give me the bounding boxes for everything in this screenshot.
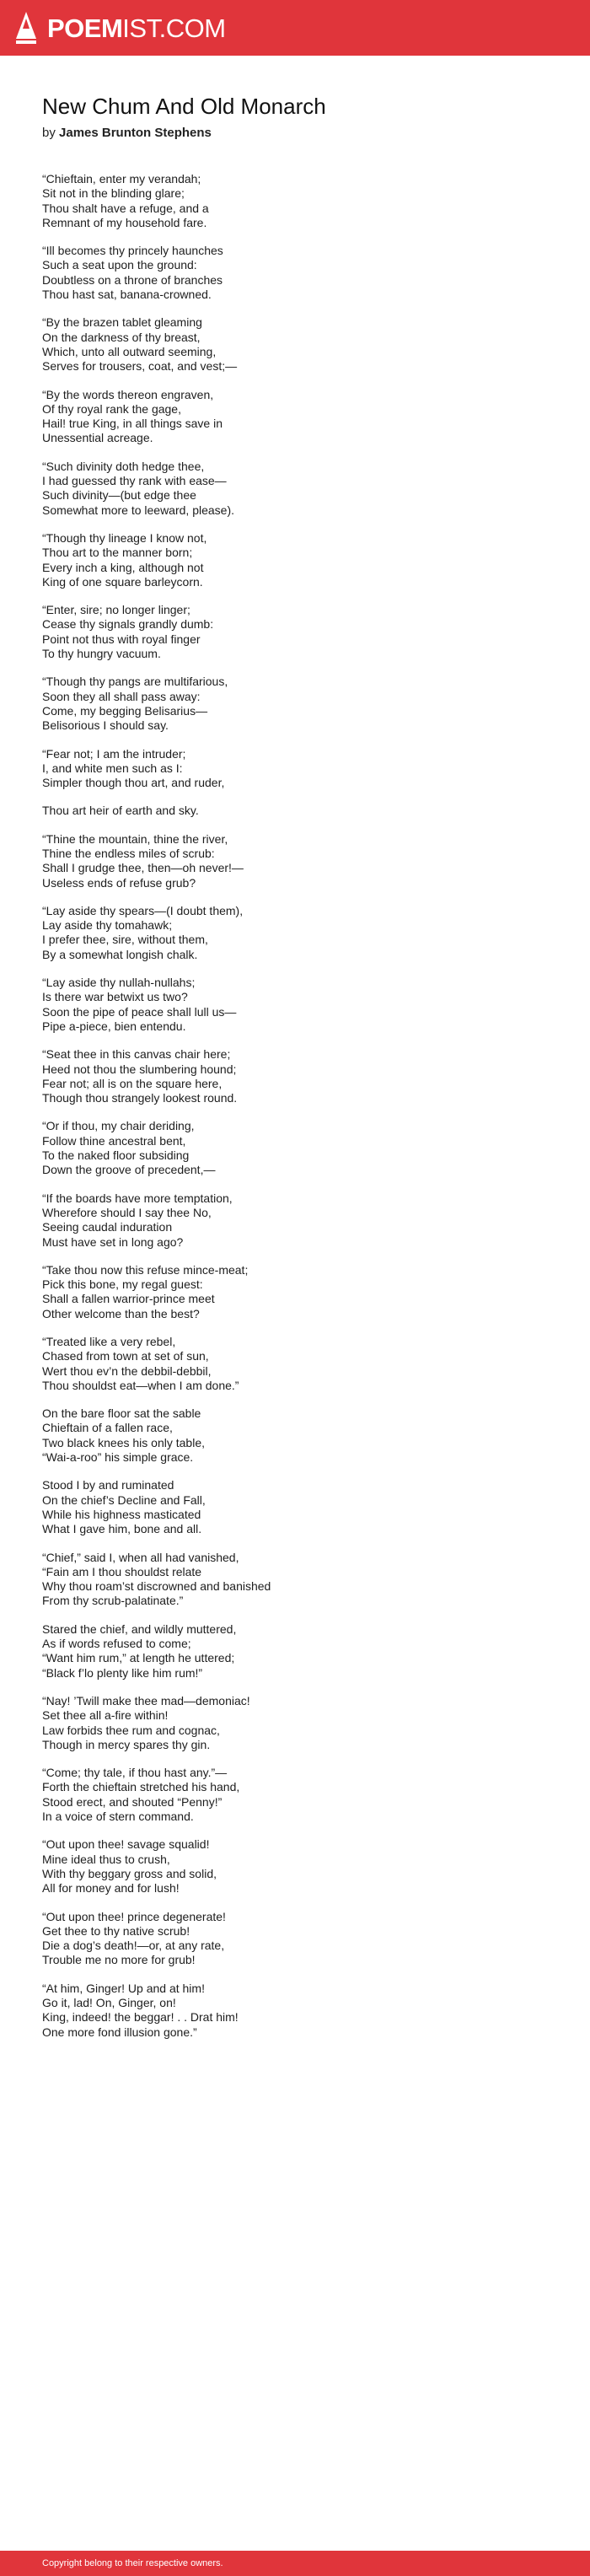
poem-line: One more fond illusion gone.” [42,2025,197,2039]
poem-line: Useless ends of refuse grub? [42,875,196,890]
poem-line: Law forbids thee rum and cognac, [42,1723,220,1737]
poem-line: Somewhat more to leeward, please). [42,503,234,517]
poem-line: Point not thus with royal finger [42,632,201,646]
poem-line: “Seat thee in this canvas chair here; [42,1047,231,1062]
poem-line: “Out upon thee! savage squalid! [42,1837,210,1852]
poem-line: “Lay aside thy nullah-nullahs; [42,976,196,990]
poem-line: Thou hast sat, banana-crowned. [42,288,212,302]
poem-content [42,93,556,2053]
poem-line: Stood I by and ruminated [42,1478,174,1492]
poem-line: “Fain am I thou shouldst relate [42,1564,202,1578]
stanza [42,1551,556,1609]
stanza [42,244,556,302]
poem-line: Die a dog’s death!—or, at any rate, [42,1939,225,1953]
poem-line: “Fear not; I am the intruder; [42,746,186,761]
poem-line: Go it, lad! On, Ginger, on! [42,1995,176,2009]
poem-line: Forth the chieftain stretched his hand, [42,1780,240,1794]
poem-line: What I gave him, bone and all. [42,1522,202,1536]
poem-line: Two black knees his only table, [42,1435,205,1449]
poem-line: “By the words thereon engraven, [42,387,214,401]
poem-line: Mine ideal thus to crush, [42,1852,170,1866]
poem-line: Pick this bone, my regal guest: [42,1277,203,1292]
poem-line: To thy hungry vacuum. [42,647,161,661]
poem-line: Wherefore should I say thee No, [42,1205,212,1219]
poem-line: Fear not; all is on the square here, [42,1076,223,1090]
poem-line: Lay aside thy tomahawk; [42,918,173,933]
poem-line: “Wai-a-roo” his simple grace. [42,1450,194,1465]
stanza [42,531,556,589]
stanza [42,1191,556,1250]
poem-line: I had guessed thy rank with ease— [42,474,227,488]
poem-line: Thine the endless miles of scrub: [42,846,215,860]
poem-line: King, indeed! the beggar! . . Drat him! [42,2010,239,2025]
stanza [42,1478,556,1536]
poem-line: Set thee all a-fire within! [42,1708,169,1723]
poem-line: “If the boards have more temptation, [42,1191,233,1205]
stanza [42,1406,556,1465]
stanza [42,675,556,733]
poem-line: In a voice of stern command. [42,1810,194,1824]
poem-line: “Ill becomes thy princely haunches [42,244,223,258]
poem-line: Wert thou ev’n the debbil-debbil, [42,1363,212,1378]
poem-line: Heed not thou the slumbering hound; [42,1062,237,1076]
poem-line: To the naked floor subsiding [42,1148,190,1163]
poem-line: “Though thy pangs are multifarious, [42,675,228,689]
poem-line: Shall a fallen warrior-prince meet [42,1292,215,1306]
poem-line: Must have set in long ago? [42,1234,184,1249]
poem-line: Of thy royal rank the gage, [42,401,181,416]
poem-line: Which, unto all outward seeming, [42,344,217,358]
poem-line: Though thou strangely lookest round. [42,1091,238,1105]
poem-line: “Chieftain, enter my verandah; [42,172,201,186]
poem-line: “Enter, sire; no longer linger; [42,603,190,617]
poem-line: On the chief’s Decline and Fall, [42,1492,206,1507]
poem-line: All for money and for lush! [42,1881,180,1896]
stanza [42,1263,556,1321]
stanza [42,603,556,661]
stanza [42,1694,556,1752]
stanza [42,1622,556,1681]
logo-bold-text: POEM [47,13,123,43]
stanza [42,747,556,791]
logo-light-text: IST.COM [122,13,226,43]
poem-line: Get thee to thy native scrub! [42,1923,190,1938]
poem-line: Down the groove of precedent,— [42,1163,216,1177]
poem-line: Stared the chief, and wildly muttered, [42,1621,237,1636]
poem-line: Unessential acreage. [42,431,153,445]
poem-line: Such divinity—(but edge thee [42,488,196,503]
poem-line: While his highness masticated [42,1507,201,1521]
poem-line: Remnant of my household fare. [42,215,207,229]
poem-line: “Out upon thee! prince degenerate! [42,1909,226,1923]
poem-line: “By the brazen tablet gleaming [42,315,202,330]
byline [42,125,556,142]
poem-line: Hail! true King, in all things save in [42,417,223,431]
stanza [42,832,556,890]
poem-line: By a somewhat longish chalk. [42,947,198,961]
poem-line: Thou shalt have a refuge, and a [42,201,209,215]
stanza [42,460,556,518]
poem-line: Trouble me no more for grub! [42,1953,196,1967]
poem-line: Doubtless on a throne of branches [42,272,223,287]
poem-line: Soon the pipe of peace shall lull us— [42,1004,237,1019]
poem-line: “Lay aside thy spears—(I doubt them), [42,903,244,917]
poem-line: Other welcome than the best? [42,1306,200,1320]
poem-line: “Want him rum,” at length he uttered; [42,1651,235,1665]
poem-line: Cease thy signals grandly dumb: [42,617,214,632]
poem-line: Soon they all shall pass away: [42,689,201,703]
poem-line: On the bare floor sat the sable [42,1406,201,1421]
stanza [42,388,556,446]
poem-line: I, and white men such as I: [42,761,183,775]
poem-line: Is there war betwixt us two? [42,990,188,1004]
stanza [42,1837,556,1896]
poem-line: Come, my begging Belisarius— [42,703,208,718]
poem-line: From thy scrub-palatinate.” [42,1594,184,1608]
poem-line: “Thine the mountain, thine the river, [42,831,228,846]
poem-body [42,172,556,2040]
poem-line: On the darkness of thy breast, [42,330,201,344]
stanza [42,1119,556,1177]
poem-line: Follow thine ancestral bent, [42,1133,186,1148]
poem-line: Thou shouldst eat—when I am done.” [42,1378,239,1392]
poem-line: Serves for trousers, coat, and vest;— [42,359,238,374]
poem-line: “Black f’lo plenty like him rum!” [42,1665,203,1680]
stanza [42,172,556,230]
stanza [42,1982,556,2040]
poem-line: Belisorious I should say. [42,718,169,733]
poem-line: “At him, Ginger! Up and at him! [42,1981,205,1995]
poem-line: As if words refused to come; [42,1637,191,1651]
poem-line: Though in mercy spares thy gin. [42,1737,211,1751]
poem-line: King of one square barleycorn. [42,574,203,589]
poem-line: Stood erect, and shouted “Penny!” [42,1794,223,1809]
poem-line: Sit not in the blinding glare; [42,186,185,201]
poem-line: “Come; thy tale, if thou hast any.”— [42,1766,228,1780]
site-header [0,0,590,56]
poem-title: New Chum And Old Monarch [42,94,326,119]
stanza [42,1910,556,1968]
stanza [42,1047,556,1105]
copyright-notice: Copyright belong to their respective owners. [42,2558,223,2568]
byline-prefix: by [42,126,56,140]
stanza [42,976,556,1034]
poem-line: Pipe a-piece, bien entendu. [42,1019,186,1033]
site-footer [0,2551,590,2576]
stanza [42,315,556,374]
poem-line: I prefer thee, sire, without them, [42,933,208,947]
poem-line: Such a seat upon the ground: [42,258,197,272]
poem-line: “Though thy lineage I know not, [42,530,207,545]
stanza [42,1335,556,1393]
poem-line: “Nay! ’Twill make thee mad—demoniac! [42,1693,250,1707]
site-logo[interactable] [47,15,226,41]
poem-author[interactable]: James Brunton Stephens [59,126,212,140]
stanza [42,804,556,818]
poem-line: Every inch a king, although not [42,560,204,574]
poem-line: With thy beggary gross and solid, [42,1866,217,1880]
poem-line: Chieftain of a fallen race, [42,1421,173,1435]
pencil-icon[interactable] [15,11,37,45]
poem-line: Seeing caudal induration [42,1220,173,1234]
poem-line: Thou art heir of earth and sky. [42,804,199,818]
poem-line: “Take thou now this refuse mince-meat; [42,1262,249,1277]
poem-line: Shall I grudge thee, then—oh never!— [42,861,244,875]
poem-line: Chased from town at set of sun, [42,1349,209,1363]
poem-line: Simpler though thou art, and ruder, [42,776,225,790]
poem-line: Why thou roam’st discrowned and banished [42,1579,271,1594]
poem-line: “Treated like a very rebel, [42,1335,176,1348]
poem-line: “Such divinity doth hedge thee, [42,459,205,473]
stanza [42,904,556,962]
poem-line: “Or if thou, my chair deriding, [42,1119,195,1133]
poem-line: “Chief,” said I, when all had vanished, [42,1550,239,1564]
poem-line: Thou art to the manner born; [42,546,193,560]
stanza [42,1766,556,1824]
